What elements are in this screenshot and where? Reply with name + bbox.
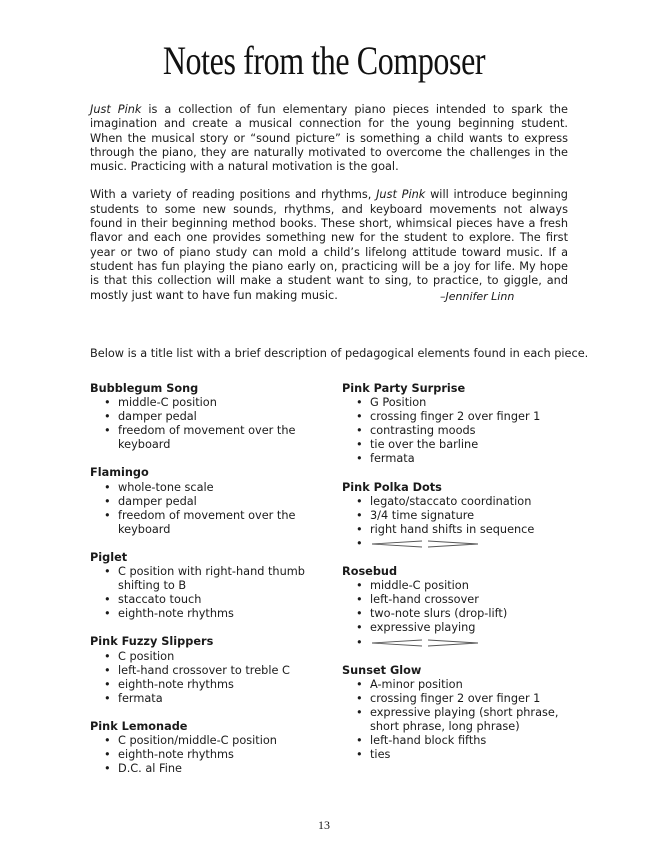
pieces-column-left <box>90 382 330 790</box>
element-item: • 3/4 time signature <box>356 509 582 523</box>
element-item: • A-minor position <box>356 678 582 692</box>
piece-entry <box>342 382 582 467</box>
element-item: • middle-C position <box>104 396 330 410</box>
piece-title: Pink Lemonade <box>90 719 188 733</box>
element-item: • right hand shifts in sequence <box>356 523 582 537</box>
element-item: • tie over the barline <box>356 438 582 452</box>
page-number: 13 <box>318 818 330 832</box>
piece-title: Flamingo <box>90 466 149 480</box>
element-item <box>356 636 582 650</box>
element-item: • left-hand block fifths <box>356 734 582 748</box>
crescendo-decrescendo-hairpin-icon <box>370 639 480 647</box>
piece-entry <box>342 565 582 650</box>
piece-title: Pink Fuzzy Slippers <box>90 635 214 649</box>
piece-entry <box>90 635 330 705</box>
element-item: • left-hand crossover <box>356 593 582 607</box>
piece-title: Rosebud <box>342 565 398 579</box>
element-item: • middle-C position <box>356 579 582 593</box>
element-item: • C position/middle-C position <box>104 734 330 748</box>
piece-title: Bubblegum Song <box>90 382 199 395</box>
crescendo-decrescendo-hairpin-icon <box>370 540 480 548</box>
element-item: • legato/staccato coordination <box>356 495 582 509</box>
element-item: • C position <box>104 650 330 664</box>
page-title: Notes from the Composer <box>162 38 486 83</box>
piece-title: Pink Party Surprise <box>342 382 466 395</box>
element-item: • C position with right-hand thumb shifting to B <box>104 565 330 593</box>
element-list <box>342 396 582 466</box>
element-item: • D.C. al Fine <box>104 762 330 776</box>
element-item: • expressive playing (short phrase, short phrase, long phrase) <box>356 706 582 734</box>
element-item: • eighth-note rhythms <box>104 678 330 692</box>
piece-entry <box>342 664 582 763</box>
element-item: • two-note slurs (drop-lift) <box>356 607 582 621</box>
list-intro: Below is a title list with a brief description of pedagogical elements found in each piece. <box>90 347 589 360</box>
element-list <box>90 396 330 452</box>
element-list <box>342 579 582 649</box>
book-title: Just Pink <box>90 103 142 116</box>
element-item: • whole-tone scale <box>104 481 330 495</box>
element-list <box>90 734 330 776</box>
element-item: • G Position <box>356 396 582 410</box>
element-item: • damper pedal <box>104 495 330 509</box>
element-item: • expressive playing <box>356 621 582 635</box>
element-item: • freedom of movement over the keyboard <box>104 509 330 537</box>
element-item: • staccato touch <box>104 593 330 607</box>
element-item: • contrasting moods <box>356 424 582 438</box>
element-item: • freedom of movement over the keyboard <box>104 424 330 452</box>
element-item: • ties <box>356 748 582 762</box>
piece-title: Pink Polka Dots <box>342 480 442 494</box>
piece-entry <box>90 466 330 536</box>
element-list <box>342 495 582 551</box>
element-list <box>90 481 330 537</box>
element-item: • left-hand crossover to treble C <box>104 664 330 678</box>
piece-entry <box>90 551 330 621</box>
book-title: Just Pink <box>376 188 426 202</box>
piece-title: Sunset Glow <box>342 663 422 677</box>
intro-paragraph-2: With a variety of reading positions and rhythms, Just Pink will introduce beginning students to some new sounds, rhythms, and keyboard movements not always found in their beginning method books. These short, whimsical pieces have a fresh flavor and each one provides something new for the student to explore. The first year or two of piano study can mold a child’s lifelong attitude toward music. If a student has fun playing the piano early on, practicing will be a joy for life. My hope is that this collection will make a student want to sing, to practice, to giggle, and mostly just want to have fun making music. <box>90 188 568 302</box>
element-list <box>90 650 330 706</box>
piece-entry <box>90 720 330 776</box>
piece-entry <box>90 382 330 452</box>
element-item: • eighth-note rhythms <box>104 607 330 621</box>
element-item: • crossing finger 2 over finger 1 <box>356 410 582 424</box>
element-item: • eighth-note rhythms <box>104 748 330 762</box>
pieces-column-right <box>342 382 582 776</box>
element-list <box>90 565 330 621</box>
composer-signature: –Jennifer Linn <box>440 290 515 303</box>
element-list <box>342 678 582 763</box>
intro-text <box>90 103 568 317</box>
element-item: • crossing finger 2 over finger 1 <box>356 692 582 706</box>
element-item: • fermata <box>356 452 582 466</box>
piece-entry <box>342 481 582 551</box>
element-item: • fermata <box>104 692 330 706</box>
intro-paragraph-1: Just Pink is a collection of fun elementary piano pieces intended to spark the imagination and create a musical connection for the young beginning student. When the musical story or “sound picture” is something a child wants to express through the piano, they are naturally motivated to overcome the challenges in the music. Practicing with a natural motivation is the goal. <box>90 103 568 174</box>
element-item <box>356 537 582 551</box>
piece-title: Piglet <box>90 550 128 564</box>
element-item: • damper pedal <box>104 410 330 424</box>
